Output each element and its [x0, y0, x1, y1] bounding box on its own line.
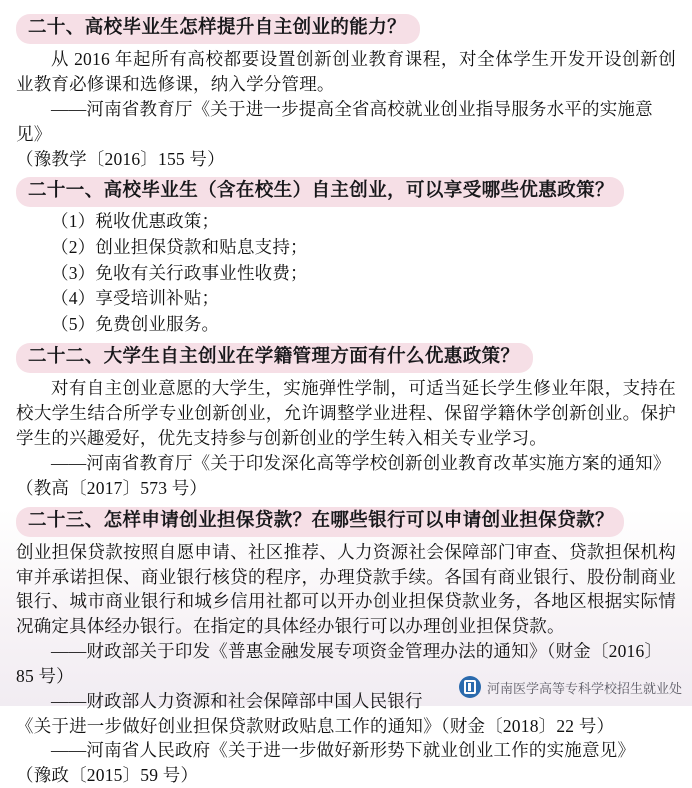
section-source: （豫教学〔2016〕155 号）	[16, 148, 225, 169]
list-item: （3）免收有关行政事业性收费；	[51, 262, 308, 283]
section-heading: 二十、高校毕业生怎样提升自主创业的能力？	[16, 14, 420, 44]
section-source: ——河南省人民政府《关于进一步做好新形势下就业创业工作的实施意见》	[51, 740, 636, 761]
section-heading: 二十一、高校毕业生（含在校生）自主创业，可以享受哪些优惠政策？	[16, 177, 624, 207]
qa-section-23	[16, 507, 676, 788]
qa-section-22	[16, 343, 676, 500]
section-paragraph: 对有自主创业意愿的大学生，实施弹性学制，可适当延长学生修业年限，支持在校大学生结合所学专业创新创业，允许调整学业进程、保留学籍休学创新创业。保护学生的兴趣爱好，优先支持参与创新创业的学生转入相关专业学习。	[16, 378, 676, 449]
list-item: （2）创业担保贷款和贴息支持；	[51, 237, 308, 258]
section-source: ——河南省教育厅《关于印发深化高等学校创新创业教育改革实施方案的通知》	[51, 452, 671, 473]
watermark	[459, 676, 682, 698]
section-source: ——财政部人力资源和社会保障部中国人民银行	[51, 690, 423, 711]
section-paragraph: 从 2016 年起所有高校都要设置创新创业教育课程，对全体学生开发开设创新创业教育必修课和选修课，纳入学分管理。	[16, 49, 676, 94]
qa-section-20	[16, 14, 676, 171]
watermark-label: 河南医学高等专科学校招生就业处	[486, 680, 682, 696]
section-source: （豫政〔2015〕59 号）	[16, 765, 199, 786]
section-heading: 二十三、怎样申请创业担保贷款？在哪些银行可以申请创业担保贷款？	[16, 507, 624, 537]
section-source: ——河南省教育厅《关于进一步提高全省高校就业创业指导服务水平的实施意见》	[16, 98, 653, 144]
list-item: （5）免费创业服务。	[51, 313, 220, 334]
section-source: 《关于进一步做好创业担保贷款财政贴息工作的通知》（财金〔2018〕22 号）	[16, 715, 615, 736]
list-item: （1）税收优惠政策；	[51, 211, 220, 232]
school-badge-icon	[459, 676, 481, 698]
section-source: （教高〔2017〕573 号）	[16, 477, 208, 498]
list-item: （4）享受培训补贴；	[51, 288, 220, 309]
section-heading: 二十二、大学生自主创业在学籍管理方面有什么优惠政策？	[16, 343, 533, 373]
section-paragraph: 创业担保贷款按照自愿申请、社区推荐、人力资源社会保障部门审查、贷款担保机构审并承诺担保、商业银行核贷的程序，办理贷款手续。各国有商业银行、股份制商业银行、城市商业银行和城乡信用社都可以开办创业担保贷款业务，各地区根据实际情况确定具体经办银行。在指定的具体经办银行可以办理创业担保贷款。	[16, 541, 676, 637]
section-source: ——财政部关于印发《普惠金融发展专项资金管理办法的通知》（财金〔2016〕85 号）	[16, 641, 663, 686]
qa-section-21	[16, 177, 676, 337]
